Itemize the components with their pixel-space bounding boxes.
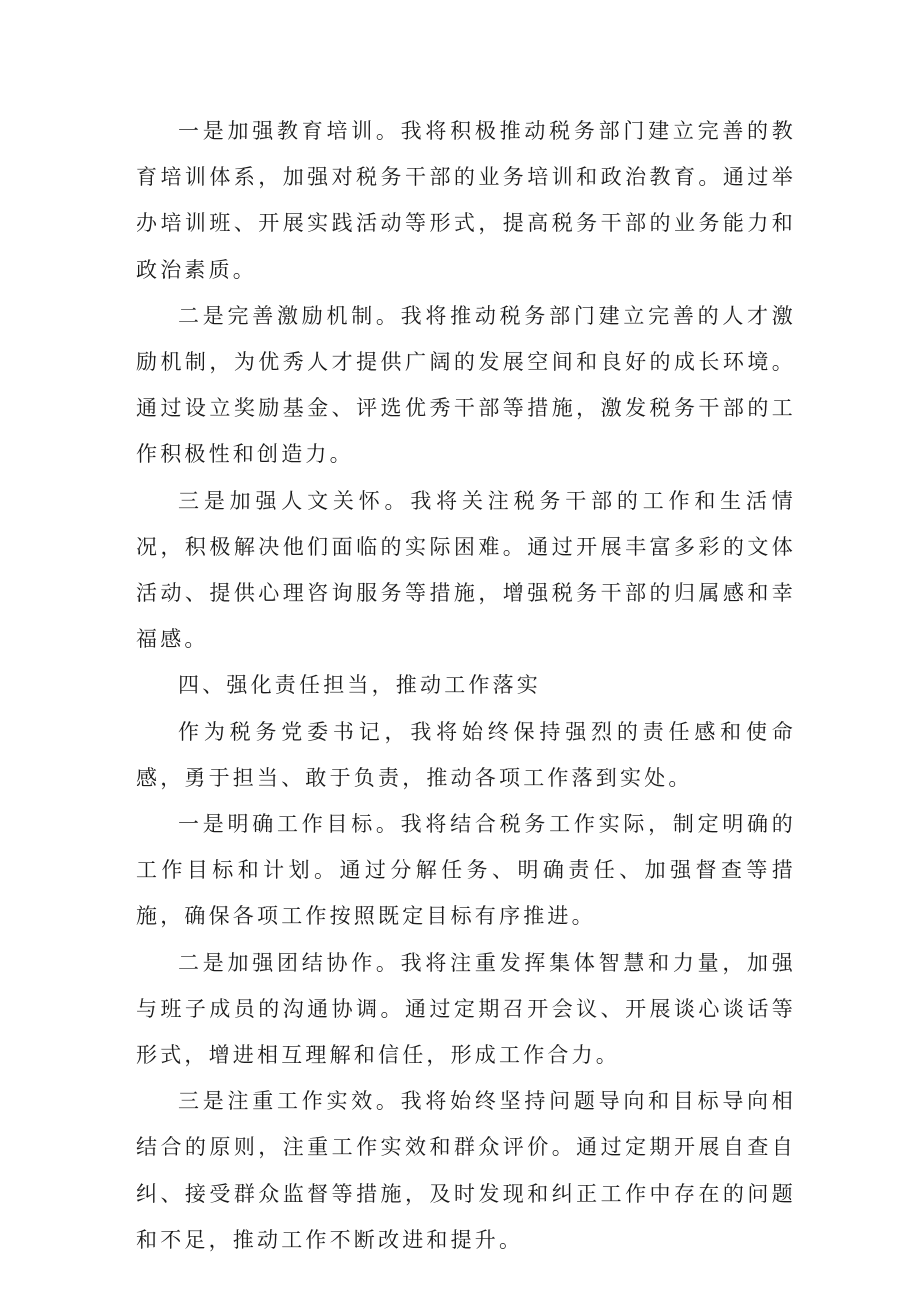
paragraph-work-goals: 一是明确工作目标。我将结合税务工作实际，制定明确的工作目标和计划。通过分解任务、明确责任、加强督查等措施，确保各项工作按照既定目标有序推进。: [136, 812, 796, 929]
paragraph-section-intro: 作为税务党委书记，我将始终保持强烈的责任感和使命感，勇于担当、敢于负责，推动各项工作落到实处。: [136, 719, 796, 790]
paragraph-incentive-mechanism: 二是完善激励机制。我将推动税务部门建立完善的人才激励机制，为优秀人才提供广阔的发展空间和良好的成长环境。通过设立奖励基金、评选优秀干部等措施，激发税务干部的工作积极性和创造力。: [136, 303, 796, 467]
paragraph-work-effectiveness: 三是注重工作实效。我将始终坚持问题导向和目标导向相结合的原则，注重工作实效和群众评价。通过定期开展自查自纠、接受群众监督等措施，及时发现和纠正工作中存在的问题和不足，推动工作不断改进和提升。: [136, 1089, 796, 1252]
document-body: [136, 108, 796, 1263]
paragraph-teamwork: 二是加强团结协作。我将注重发挥集体智慧和力量，加强与班子成员的沟通协调。通过定期召开会议、开展谈心谈话等形式，增进相互理解和信任，形成工作合力。: [136, 950, 796, 1068]
paragraph-education-training: 一是加强教育培训。我将积极推动税务部门建立完善的教育培训体系，加强对税务干部的业务培训和政治教育。通过举办培训班、开展实践活动等形式，提高税务干部的业务能力和政治素质。: [136, 119, 796, 282]
paragraph-humanistic-care: 三是加强人文关怀。我将关注税务干部的工作和生活情况，积极解决他们面临的实际困难。通过开展丰富多彩的文体活动、提供心理咨询服务等措施，增强税务干部的归属感和幸福感。: [136, 488, 796, 652]
section-heading-responsibility: 四、强化责任担当，推动工作落实: [178, 673, 541, 698]
